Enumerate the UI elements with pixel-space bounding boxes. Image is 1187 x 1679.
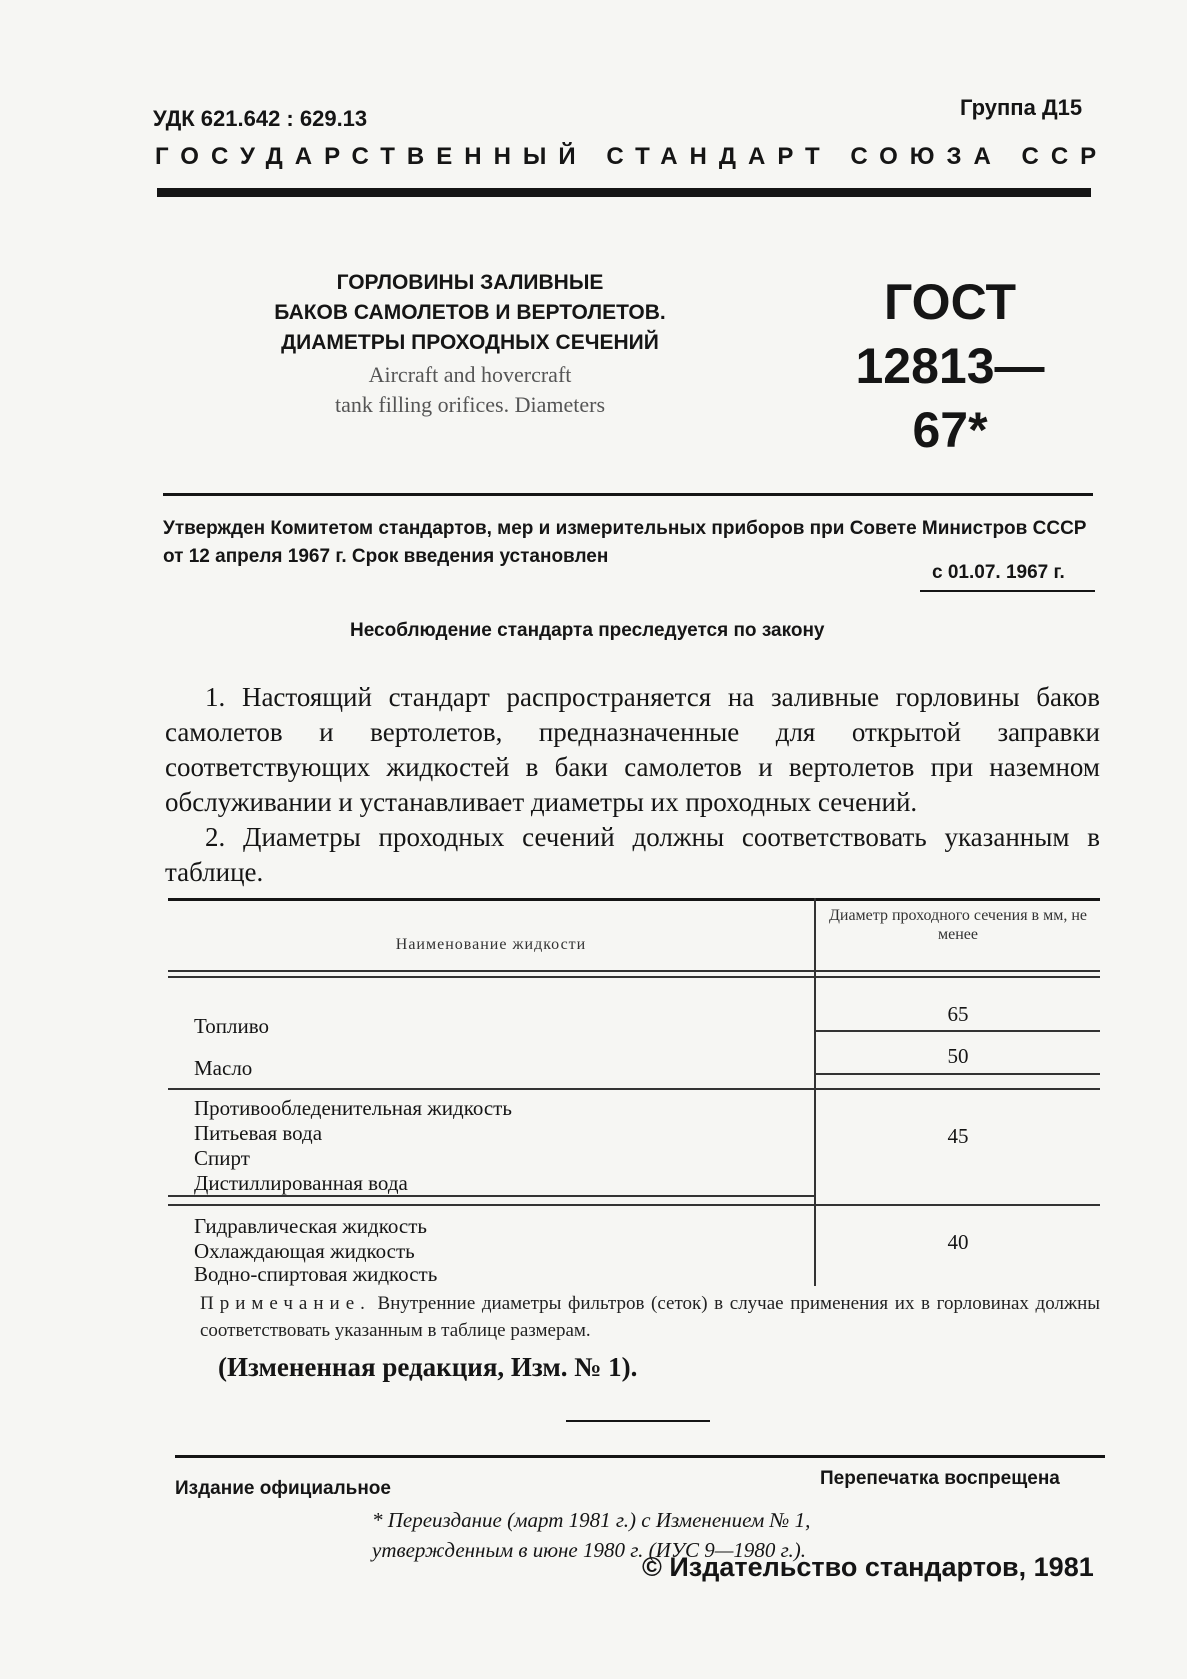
table-header-name: Наименование жидкости bbox=[395, 936, 587, 953]
table-top-rule bbox=[168, 898, 1100, 901]
approval-text: Утвержден Комитетом стандартов, мер и измерительных приборов при Совете Министров СССР от 12 апреля 1967 г. Срок введения установлен bbox=[163, 518, 1087, 567]
table-row-4-name-2: Охлаждающая жидкость bbox=[194, 1239, 415, 1263]
table-header-diameter: Диаметр проходного сечения в мм, не менее bbox=[828, 907, 1088, 943]
official-edition: Издание официальное bbox=[175, 1478, 391, 1499]
table-row-4-value: 40 bbox=[947, 1230, 969, 1254]
effective-date: с 01.07. 1967 г. bbox=[932, 562, 1065, 583]
header-rule bbox=[157, 188, 1091, 197]
table-row-4-name-3: Водно-спиртовая жидкость bbox=[194, 1262, 438, 1286]
table-row-1-value: 65 bbox=[947, 1002, 969, 1026]
table-row-4-name-1: Гидравлическая жидкость bbox=[194, 1214, 427, 1238]
law-notice: Несоблюдение стандарта преследуется по закону bbox=[350, 620, 825, 641]
table-header-rule-2 bbox=[168, 976, 1100, 978]
footer-rule bbox=[175, 1455, 1105, 1458]
table-row-rule-3b bbox=[168, 1204, 1100, 1206]
reissue-line-1: * Переиздание (март 1981 г.) с Изменением № 1, bbox=[372, 1508, 811, 1532]
table-row-rule-2 bbox=[816, 1073, 1100, 1075]
table-note bbox=[200, 1290, 1100, 1344]
title-en-line-1: Aircraft and hovercraft bbox=[368, 362, 572, 387]
table-header-rule bbox=[168, 970, 1100, 972]
changed-edition: (Измененная редакция, Изм. № 1). bbox=[218, 1352, 638, 1382]
table-row-rule-3 bbox=[168, 1195, 814, 1197]
diameter-table bbox=[168, 898, 1100, 1286]
table-row-3-name-4: Дистиллированная вода bbox=[194, 1171, 408, 1195]
title-ru-line-2: БАКОВ САМОЛЕТОВ И ВЕРТОЛЕТОВ. bbox=[274, 301, 666, 324]
body-text bbox=[165, 680, 1100, 890]
effective-date-underline bbox=[920, 590, 1095, 592]
note-label: Примечание. bbox=[200, 1293, 371, 1314]
gost-number: 12813—67* bbox=[855, 338, 1045, 458]
title-rule bbox=[163, 493, 1093, 496]
table-row-3-name-3: Спирт bbox=[194, 1146, 250, 1170]
table-column-divider bbox=[814, 898, 816, 1286]
reprint-prohibited: Перепечатка воспрещена bbox=[820, 1468, 1060, 1489]
section-end-rule bbox=[566, 1420, 710, 1422]
table-row-3-name-2: Питьевая вода bbox=[194, 1121, 323, 1145]
note-text: Внутренние диаметры фильтров (сеток) в случае применения их в горловинах должны соответствовать указанным в таблице размерам. bbox=[200, 1293, 1101, 1341]
udc-code: УДК 621.642 : 629.13 bbox=[153, 106, 368, 131]
title-en-line-2: tank filling orifices. Diameters bbox=[334, 392, 606, 417]
group-code: Группа Д15 bbox=[960, 95, 1083, 120]
title-block bbox=[250, 268, 690, 418]
table-row-1-name: Топливо bbox=[194, 1014, 269, 1038]
publisher-copyright: © Издательство стандартов, 1981 bbox=[642, 1552, 1094, 1582]
table-row-3-value: 45 bbox=[947, 1124, 969, 1148]
paragraph-2: 2. Диаметры проходных сечений должны соответствовать указанным в таблице. bbox=[165, 822, 1100, 887]
title-ru-line-3: ДИАМЕТРЫ ПРОХОДНЫХ СЕЧЕНИЙ bbox=[281, 331, 659, 354]
title-ru-line-1: ГОРЛОВИНЫ ЗАЛИВНЫЕ bbox=[336, 271, 604, 294]
reissue-line-2: утвержденным в июне 1980 г. (ИУС 9—1980 г.). bbox=[372, 1538, 807, 1562]
table-row-rule-2b bbox=[168, 1088, 1100, 1090]
table-row-2-value: 50 bbox=[947, 1044, 969, 1068]
state-standard-banner: ГОСУДАРСТВЕННЫЙ СТАНДАРТ СОЮЗА ССР bbox=[155, 143, 1109, 170]
table-row-rule-1 bbox=[816, 1030, 1100, 1032]
table-row-3-name-1: Противообледенительная жидкость bbox=[194, 1096, 512, 1120]
gost-label: ГОСТ bbox=[884, 274, 1016, 330]
table-row-2-name: Масло bbox=[194, 1056, 253, 1080]
paragraph-1: 1. Настоящий стандарт распространяется на заливные горловины баков самолетов и вертолетов, предназначенные для открытой заправки соответствующих жидкостей в баки самолетов и вертолетов при наземном обслуживании и устанавливает диаметры их проходных сечений. bbox=[165, 682, 1100, 817]
gost-designation bbox=[830, 270, 1070, 462]
